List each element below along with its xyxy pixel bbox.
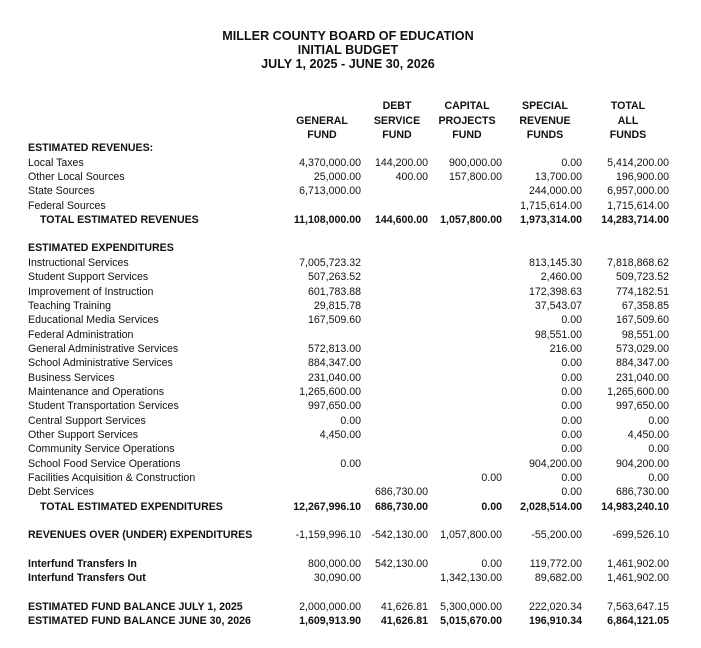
cell-capital-projects-fund: 1,057,800.00 (440, 529, 502, 541)
column-header-total-all-funds: FUNDS (609, 129, 647, 141)
cell-total-all-funds: 7,563,647.15 (607, 601, 669, 613)
cell-special-revenue-funds: 0.00 (561, 372, 582, 384)
cell-total-all-funds: 7,818,868.62 (607, 257, 669, 269)
column-header-special-revenue-funds: SPECIAL (522, 100, 568, 112)
row-label: Federal Administration (28, 329, 134, 341)
row-label: Other Support Services (28, 429, 139, 441)
cell-capital-projects-fund: 900,000.00 (448, 157, 502, 169)
cell-special-revenue-funds: 172,398.63 (528, 286, 582, 298)
cell-general-fund: 4,370,000.00 (299, 157, 361, 169)
cell-capital-projects-fund: 0.00 (481, 472, 502, 484)
cell-special-revenue-funds: 0.00 (561, 357, 582, 369)
cell-special-revenue-funds: 0.00 (561, 415, 582, 427)
cell-capital-projects-fund: 5,015,670.00 (440, 615, 502, 627)
cell-general-fund: 12,267,996.10 (293, 501, 361, 513)
cell-general-fund: 1,609,913.90 (299, 615, 361, 627)
cell-general-fund: 6,713,000.00 (299, 185, 361, 197)
row-label: TOTAL ESTIMATED EXPENDITURES (40, 501, 223, 513)
cell-total-all-funds: 0.00 (648, 443, 669, 455)
row-label: Other Local Sources (28, 171, 125, 183)
cell-total-all-funds: 98,551.00 (621, 329, 669, 341)
row-label: Business Services (28, 372, 115, 384)
cell-special-revenue-funds: 0.00 (561, 443, 582, 455)
cell-general-fund: 997,650.00 (307, 400, 361, 412)
cell-total-all-funds: 904,200.00 (615, 458, 669, 470)
cell-special-revenue-funds: 244,000.00 (528, 185, 582, 197)
row-label: Interfund Transfers In (28, 558, 137, 570)
cell-general-fund: 0.00 (340, 415, 361, 427)
cell-total-all-funds: 1,265,600.00 (607, 386, 669, 398)
cell-debt-service-fund: 144,600.00 (374, 214, 428, 226)
column-header-special-revenue-funds: REVENUE (519, 115, 571, 127)
row-label: Central Support Services (28, 415, 146, 427)
cell-general-fund: 30,090.00 (313, 572, 361, 584)
row-label: ESTIMATED REVENUES: (28, 142, 154, 154)
cell-total-all-funds: 1,461,902.00 (607, 558, 669, 570)
row-label: Maintenance and Operations (28, 386, 165, 398)
column-header-general-fund: GENERAL (296, 115, 348, 127)
cell-general-fund: 2,000,000.00 (299, 601, 361, 613)
row-label: Interfund Transfers Out (28, 572, 146, 584)
column-header-debt-service-fund: DEBT (382, 100, 412, 112)
cell-total-all-funds: 14,983,240.10 (601, 501, 669, 513)
column-header-general-fund: FUND (307, 129, 337, 141)
cell-total-all-funds: 6,957,000.00 (607, 185, 669, 197)
cell-total-all-funds: 1,715,614.00 (607, 200, 669, 212)
cell-debt-service-fund: 144,200.00 (374, 157, 428, 169)
column-header-total-all-funds: TOTAL (610, 100, 646, 112)
cell-capital-projects-fund: 0.00 (481, 501, 502, 513)
cell-general-fund: 800,000.00 (307, 558, 361, 570)
cell-special-revenue-funds: 98,551.00 (534, 329, 582, 341)
cell-total-all-funds: 14,283,714.00 (601, 214, 669, 226)
cell-debt-service-fund: 400.00 (395, 171, 428, 183)
cell-general-fund: 11,108,000.00 (293, 214, 361, 226)
row-label: ESTIMATED EXPENDITURES (28, 242, 174, 254)
cell-total-all-funds: 231,040.00 (615, 372, 669, 384)
row-label: ESTIMATED FUND BALANCE JUNE 30, 2026 (28, 615, 251, 627)
cell-capital-projects-fund: 1,342,130.00 (440, 572, 502, 584)
row-label: Debt Services (28, 486, 94, 498)
cell-general-fund: 7,005,723.32 (299, 257, 361, 269)
report-subtitle: INITIAL BUDGET (297, 43, 399, 57)
cell-total-all-funds: 884,347.00 (615, 357, 669, 369)
cell-special-revenue-funds: 0.00 (561, 314, 582, 326)
cell-special-revenue-funds: 813,145.30 (528, 257, 582, 269)
column-header-capital-projects-fund: CAPITAL (444, 100, 490, 112)
report-period: JULY 1, 2025 - JUNE 30, 2026 (261, 57, 435, 71)
row-label: Facilities Acquisition & Construction (28, 472, 196, 484)
cell-general-fund: -1,159,996.10 (295, 529, 361, 541)
row-label: Student Transportation Services (28, 400, 179, 412)
cell-debt-service-fund: 41,626.81 (380, 601, 428, 613)
cell-general-fund: 4,450.00 (319, 429, 361, 441)
cell-general-fund: 0.00 (340, 458, 361, 470)
cell-total-all-funds: 4,450.00 (627, 429, 669, 441)
cell-special-revenue-funds: 0.00 (561, 400, 582, 412)
cell-general-fund: 231,040.00 (307, 372, 361, 384)
cell-total-all-funds: 0.00 (648, 472, 669, 484)
cell-special-revenue-funds: 119,772.00 (529, 558, 582, 570)
cell-capital-projects-fund: 157,800.00 (448, 171, 502, 183)
column-header-debt-service-fund: FUND (382, 129, 412, 141)
row-label: School Food Service Operations (28, 458, 181, 470)
cell-special-revenue-funds: 89,682.00 (534, 572, 582, 584)
row-label: General Administrative Services (28, 343, 179, 355)
cell-special-revenue-funds: 37,543.07 (534, 300, 582, 312)
cell-total-all-funds: 167,509.60 (615, 314, 669, 326)
row-label: Student Support Services (28, 271, 149, 283)
row-label: Local Taxes (28, 157, 84, 169)
cell-total-all-funds: 1,461,902.00 (607, 572, 669, 584)
row-label: Improvement of Instruction (28, 286, 154, 298)
row-label: Educational Media Services (28, 314, 159, 326)
cell-total-all-funds: 0.00 (648, 415, 669, 427)
cell-total-all-funds: 196,900.00 (615, 171, 669, 183)
cell-debt-service-fund: 686,730.00 (374, 486, 428, 498)
cell-general-fund: 507,263.52 (307, 271, 361, 283)
cell-special-revenue-funds: 196,910.34 (528, 615, 582, 627)
cell-total-all-funds: 997,650.00 (615, 400, 669, 412)
cell-special-revenue-funds: 222,020.34 (528, 601, 582, 613)
cell-debt-service-fund: 542,130.00 (374, 558, 428, 570)
cell-special-revenue-funds: 1,973,314.00 (520, 214, 582, 226)
row-label: Teaching Training (28, 300, 112, 312)
cell-special-revenue-funds: 1,715,614.00 (520, 200, 582, 212)
cell-special-revenue-funds: 13,700.00 (534, 171, 582, 183)
cell-special-revenue-funds: 0.00 (561, 486, 582, 498)
cell-total-all-funds: -699,526.10 (612, 529, 669, 541)
column-header-special-revenue-funds: FUNDS (526, 129, 564, 141)
cell-debt-service-fund: 686,730.00 (374, 501, 428, 513)
report-title: MILLER COUNTY BOARD OF EDUCATION (222, 29, 474, 43)
cell-general-fund: 167,509.60 (307, 314, 361, 326)
cell-special-revenue-funds: 2,460.00 (540, 271, 582, 283)
cell-total-all-funds: 5,414,200.00 (607, 157, 669, 169)
cell-total-all-funds: 774,182.51 (615, 286, 669, 298)
column-header-total-all-funds: ALL (617, 115, 639, 127)
cell-total-all-funds: 509,723.52 (615, 271, 669, 283)
cell-special-revenue-funds: 904,200.00 (528, 458, 582, 470)
row-label: ESTIMATED FUND BALANCE JULY 1, 2025 (28, 601, 243, 613)
cell-special-revenue-funds: -55,200.00 (531, 529, 582, 541)
cell-total-all-funds: 573,029.00 (615, 343, 669, 355)
cell-capital-projects-fund: 1,057,800.00 (440, 214, 502, 226)
cell-general-fund: 25,000.00 (313, 171, 361, 183)
cell-general-fund: 572,813.00 (307, 343, 361, 355)
cell-special-revenue-funds: 0.00 (561, 386, 582, 398)
column-header-capital-projects-fund: PROJECTS (438, 115, 496, 127)
row-label: Federal Sources (28, 200, 106, 212)
cell-general-fund: 884,347.00 (307, 357, 361, 369)
cell-capital-projects-fund: 5,300,000.00 (440, 601, 502, 613)
row-label: REVENUES OVER (UNDER) EXPENDITURES (28, 529, 253, 541)
row-label: TOTAL ESTIMATED REVENUES (40, 214, 199, 226)
cell-special-revenue-funds: 0.00 (561, 429, 582, 441)
column-header-capital-projects-fund: FUND (452, 129, 482, 141)
row-label: State Sources (28, 185, 95, 197)
cell-total-all-funds: 67,358.85 (621, 300, 669, 312)
cell-special-revenue-funds: 216.00 (549, 343, 582, 355)
row-label: School Administrative Services (28, 357, 173, 369)
cell-special-revenue-funds: 0.00 (561, 157, 582, 169)
cell-debt-service-fund: -542,130.00 (371, 529, 428, 541)
cell-capital-projects-fund: 0.00 (481, 558, 502, 570)
cell-total-all-funds: 686,730.00 (615, 486, 669, 498)
cell-debt-service-fund: 41,626.81 (380, 615, 428, 627)
cell-general-fund: 1,265,600.00 (299, 386, 361, 398)
row-label: Community Service Operations (28, 443, 175, 455)
row-label: Instructional Services (28, 257, 129, 269)
cell-general-fund: 601,783.88 (307, 286, 361, 298)
cell-special-revenue-funds: 0.00 (561, 472, 582, 484)
cell-special-revenue-funds: 2,028,514.00 (520, 501, 582, 513)
cell-general-fund: 29,815.78 (313, 300, 361, 312)
column-header-debt-service-fund: SERVICE (373, 115, 421, 127)
cell-total-all-funds: 6,864,121.05 (607, 615, 669, 627)
